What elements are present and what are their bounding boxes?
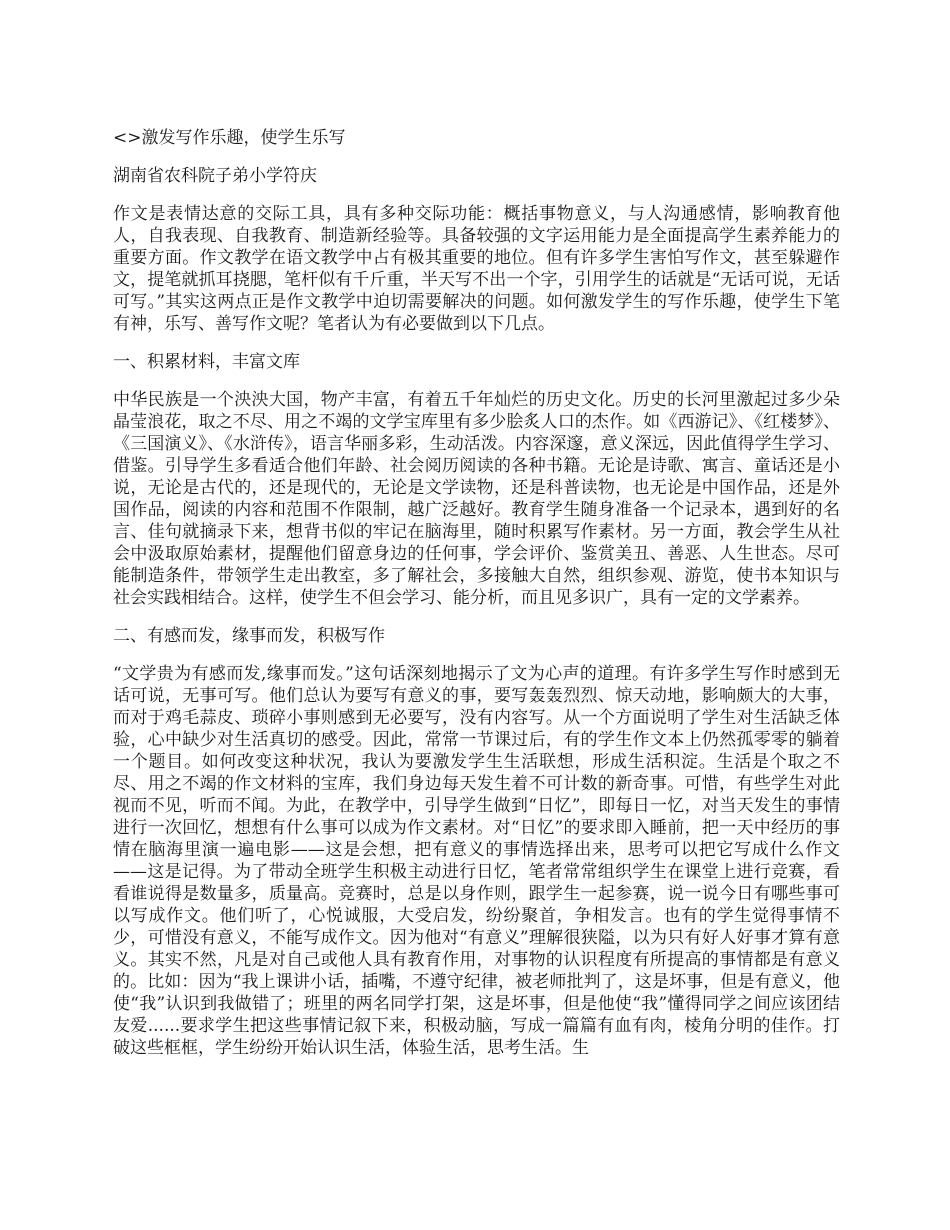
document-page bbox=[113, 127, 840, 1075]
section-2-heading: 二、有感而发，缘事而发，积极写作 bbox=[113, 626, 385, 646]
intro-paragraph: 作文是表情达意的交际工具，具有多种交际功能：概括事物意义，与人沟通感情，影响教育他人，自我表现、自我教育、制造新经验等。具备较强的文字运用能力是全面提高学生素养能力的重要方面。作文教学在语文教学中占有极其重要的地位。但有许多学生害怕写作文，甚至躲避作文，提笔就抓耳挠腮，笔杆似有千斤重，半天写不出一个字，引用学生的话就是“无话可说，无话可写。”其实这两点正是作文教学中迫切需要解决的问题。如何激发学生的写作乐趣，使学生下笔有神，乐写、善写作文呢？笔者认为有必要做到以下几点。 bbox=[113, 204, 840, 334]
section-1-paragraph: 中华民族是一个泱泱大国，物产丰富，有着五千年灿烂的历史文化。历史的长河里激起过多少朵晶莹浪花，取之不尽、用之不竭的文学宝库里有多少脍炙人口的杰作。如《西游记》、《红楼梦》、《三国演义》、《水浒传》，语言华丽多彩，生动活泼。内容深邃，意义深远，因此值得学生学习、借鉴。引导学生多看适合他们年龄、社会阅历阅读的各种书籍。无论是诗歌、寓言、童话还是小说，无论是古代的，还是现代的，无论是文学读物，还是科普读物，也无论是中国作品，还是外国作品，阅读的内容和范围不作限制，越广泛越好。教育学生随身准备一个记录本，遇到好的名言、佳句就摘录下来，想背书似的牢记在脑海里，随时积累写作素材。另一方面，教会学生从社会中汲取原始素材，提醒他们留意身边的任何事，学会评价、鉴赏美丑、善恶、人生世态。尽可能制造条件，带领学生走出教室，多了解社会，多接触大自然，组织参观、游览，使书本知识与社会实践相结合。这样，使学生不但会学习、能分析，而且见多识广，具有一定的文学素养。 bbox=[113, 390, 840, 608]
document-author: 湖南省农科院子弟小学符庆 bbox=[113, 166, 317, 186]
document-title: <>激发写作乐趣，使学生乐写 bbox=[113, 128, 346, 148]
section-2-paragraph: “文学贵为有感而发,缘事而发。”这句话深刻地揭示了文为心声的道理。有许多学生写作时感到无话可说，无事可写。他们总认为要写有意义的事，要写轰轰烈烈、惊天动地，影响颇大的大事，而对于鸡毛蒜皮、琐碎小事则感到无必要写，没有内容写。从一个方面说明了学生对生活缺乏体验，心中缺少对生活真切的感受。因此，常常一节课过后，有的学生作文本上仍然孤零零的躺着一个题目。如何改变这种状况，我认为要激发学生生活联想，形成生活积淀。生活是个取之不尽、用之不竭的作文材料的宝库，我们身边每天发生着不可计数的新奇事。可惜，有些学生对此视而不见，听而不闻。为此，在教学中，引导学生做到“日忆”，即每日一忆，对当天发生的事情进行一次回忆，想想有什么事可以成为作文素材。对“日忆”的要求即入睡前，把一天中经历的事情在脑海里演一遍电影——这是会想，把有意义的事情选择出来，思考可以把它写成什么作文——这是记得。为了带动全班学生积极主动进行日忆，笔者常常组织学生在课堂上进行竞赛，看看谁说得是数量多，质量高。竞赛时，总是以身作则，跟学生一起参赛，说一说今日有哪些事可以写成作文。他们听了，心悦诚服，大受启发，纷纷聚首，争相发言。也有的学生觉得事情不少，可惜没有意义，不能写成作文。因为他对“有意义”理解很狭隘，以为只有好人好事才算有意义。其实不然，凡是对自己或他人具有教育作用，对事物的认识程度有所提高的事情都是有意义的。比如：因为“我上课讲小话，插嘴，不遵守纪律，被老师批判了，这是坏事，但是有意义，他使“我”认识到我做错了；班里的两名同学打架，这是坏事，但是他使“我”懂得同学之间应该团结友爱......要求学生把这些事情记叙下来，积极动脑，写成一篇篇有血有肉，棱角分明的佳作。打破这些框框，学生纷纷开始认识生活，体验生活，思考生活。生 bbox=[113, 664, 840, 1058]
section-1-heading: 一、积累材料，丰富文库 bbox=[113, 352, 300, 372]
